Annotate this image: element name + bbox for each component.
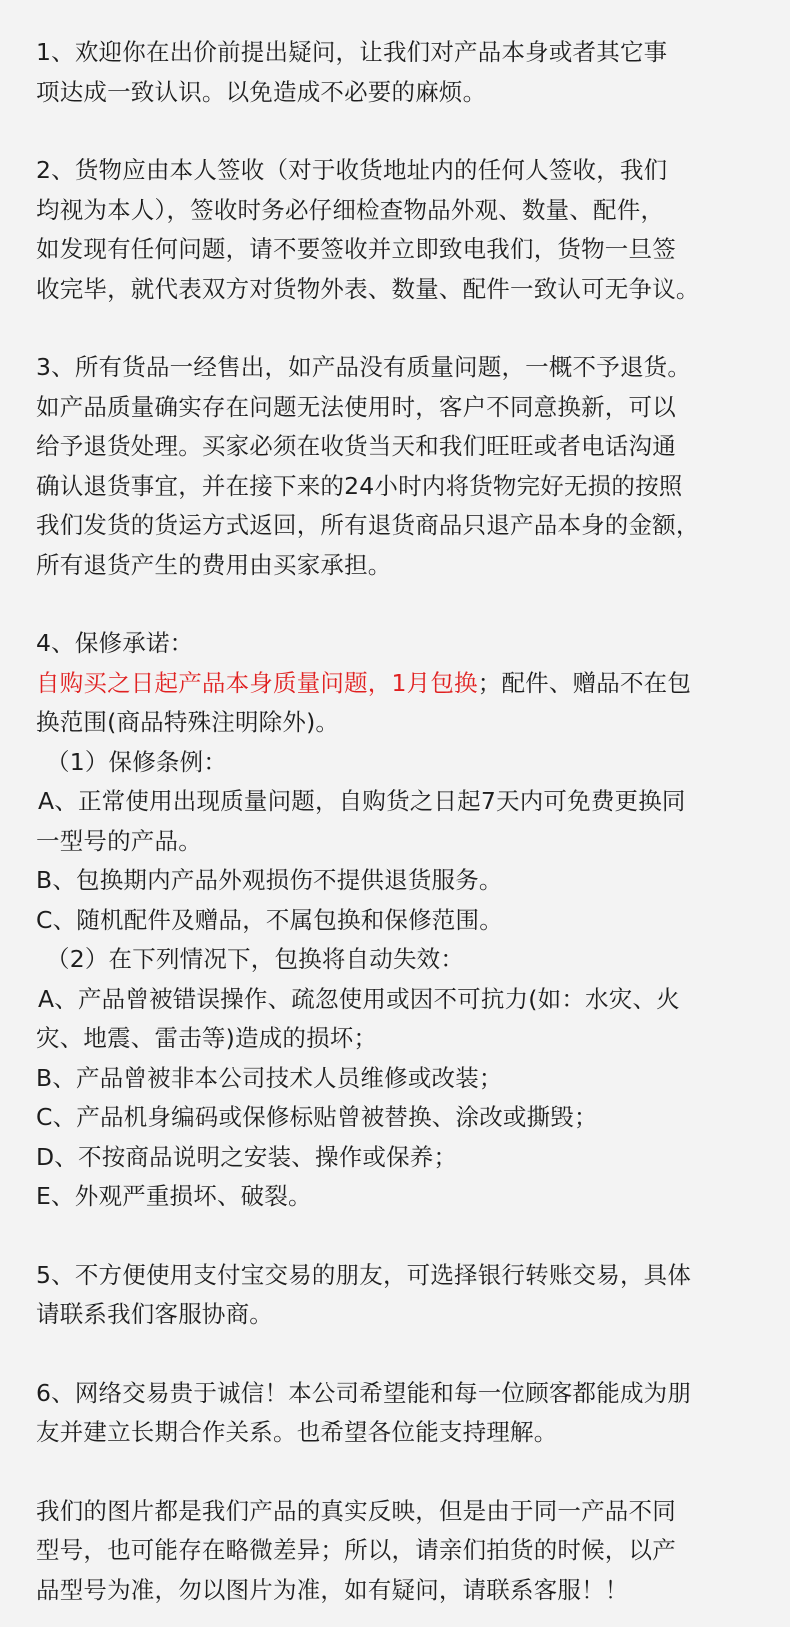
section-1-inquiry <box>36 33 766 112</box>
text-line: 确认退货事宜，并在接下来的24小时内将货物完好无损的按照 <box>36 471 683 500</box>
text-line: 3、所有货品一经售出，如产品没有质量问题，一概不予退货。 <box>36 353 692 381</box>
section-3-returns <box>36 348 766 585</box>
text-line: 6、网络交易贵于诚信！本公司希望能和每一位顾客都能成为朋 <box>36 1378 692 1407</box>
warranty-terms-heading: （1）保修条例： <box>46 747 228 776</box>
text-line: 给予退货处理。买家必须在收货当天和我们旺旺或者电话沟通 <box>36 432 676 460</box>
text-line: 我们发货的货运方式返回，所有退货商品只退产品本身的金额， <box>36 511 700 539</box>
text-line: 5、不方便使用支付宝交易的朋友，可选择银行转账交易，具体 <box>36 1260 692 1289</box>
warranty-term-b: B、包换期内产品外观损伤不提供退货服务。 <box>36 866 503 894</box>
text-line: 一型号的产品。 <box>36 826 202 855</box>
text-line: 我们的图片都是我们产品的真实反映，但是由于同一产品不同 <box>36 1496 676 1525</box>
section-5-payment <box>36 1256 766 1335</box>
void-condition-b: B、产品曾被非本公司技术人员维修或改装； <box>36 1063 503 1092</box>
section-image-notice <box>36 1492 766 1611</box>
text-line: 如产品质量确实存在问题无法使用时，客户不同意换新，可以 <box>36 392 676 421</box>
section-2-delivery <box>36 151 766 309</box>
void-condition-e: E、外观严重损坏、破裂。 <box>36 1182 312 1210</box>
section-6-integrity <box>36 1374 766 1453</box>
void-condition-a: A、产品曾被错误操作、疏忽使用或因不可抗力(如：水灾、火 <box>38 984 680 1013</box>
warranty-highlight: 自购买之日起产品本身质量问题，1月包换 <box>36 668 478 697</box>
text-line: 项达成一致认识。以免造成不必要的麻烦。 <box>36 77 487 106</box>
text-line: 如发现有任何问题，请不要签收并立即致电我们，货物一旦签 <box>36 235 676 263</box>
text-line: 收完毕，就代表双方对货物外表、数量、配件一致认可无争议。 <box>36 274 700 303</box>
warranty-term-a: A、正常使用出现质量问题，自购货之日起7天内可免费更换同 <box>38 787 686 815</box>
text-line: 请联系我们客服协商。 <box>36 1300 273 1328</box>
warranty-void-heading: （2）在下列情况下，包换将自动失效： <box>46 945 465 973</box>
warranty-highlight-line <box>36 664 766 704</box>
text-line: 友并建立长期合作关系。也希望各位能支持理解。 <box>36 1418 558 1446</box>
section-4-warranty <box>36 624 766 1217</box>
text-line: 所有退货产生的费用由买家承担。 <box>36 550 392 579</box>
text-line: 换范围(商品特殊注明除外)。 <box>36 708 340 736</box>
text-line: 2、货物应由本人签收（对于收货地址内的任何人签收，我们 <box>36 156 668 184</box>
text-line: 型号，也可能存在略微差异；所以，请亲们拍货的时候，以产 <box>36 1536 676 1564</box>
void-condition-c: C、产品机身编码或保修标贴曾被替换、涂改或撕毁； <box>36 1103 598 1131</box>
text-line: 1、欢迎你在出价前提出疑问，让我们对产品本身或者其它事 <box>36 38 668 66</box>
text-line: 品型号为准，勿以图片为准，如有疑问，请联系客服！！ <box>36 1575 629 1604</box>
void-condition-d: D、不按商品说明之安装、操作或保养； <box>36 1142 458 1171</box>
text-line: 均视为本人），签收时务必仔细检查物品外观、数量、配件， <box>36 195 665 224</box>
warranty-term-c: C、随机配件及赠品，不属包换和保修范围。 <box>36 905 503 934</box>
text-line: 灾、地震、雷击等)造成的损坏； <box>36 1024 378 1052</box>
warranty-highlight-rest: ；配件、赠品不在包 <box>477 668 692 697</box>
warranty-title: 4、保修承诺： <box>36 629 194 657</box>
